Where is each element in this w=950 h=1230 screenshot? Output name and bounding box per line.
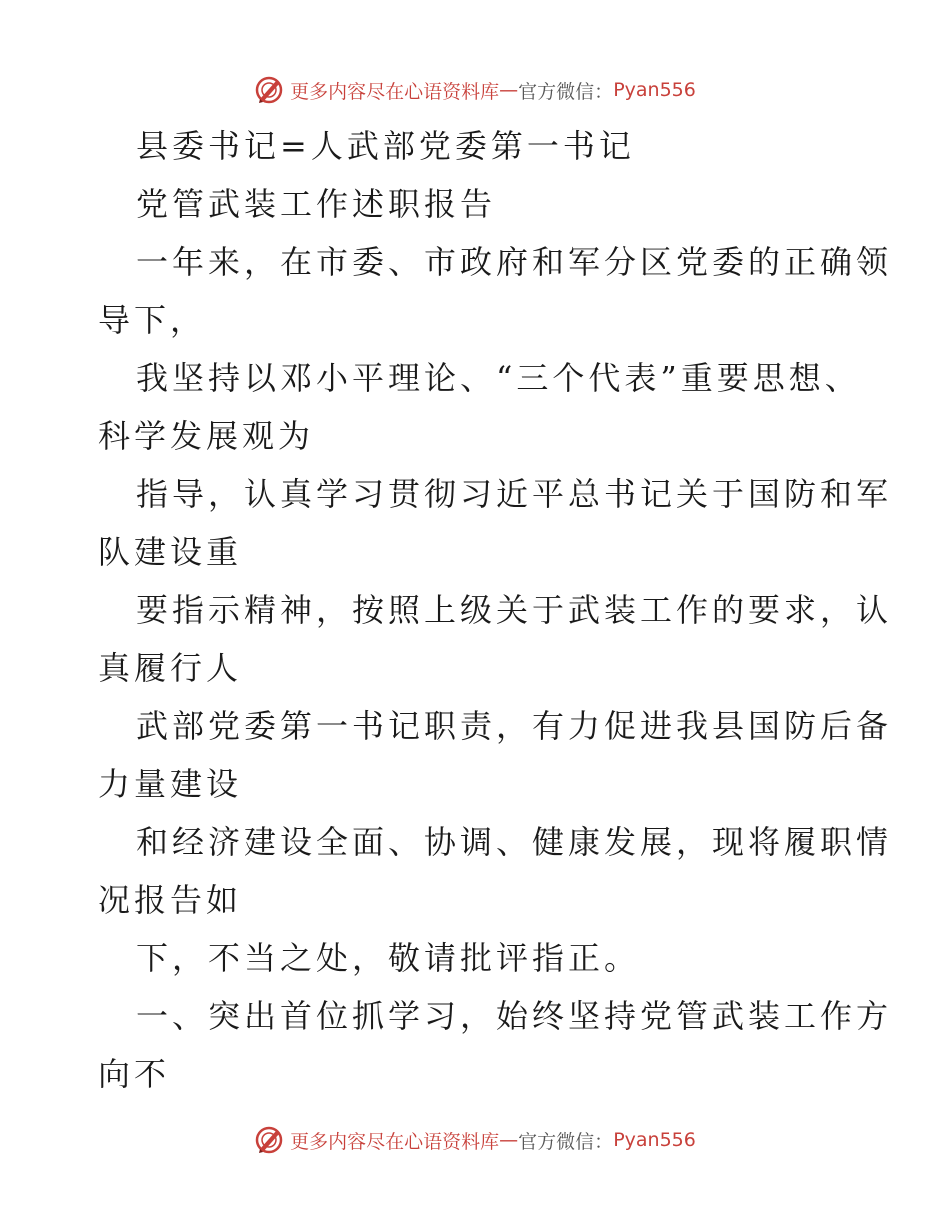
paragraph-line: 武部党委第一书记职责，有力促进我县国防后备 bbox=[136, 707, 893, 745]
paragraph-line: 况报告如 bbox=[98, 881, 243, 919]
banner-main-text: 更多内容尽在心语资料库 bbox=[290, 1130, 500, 1153]
banner-separator: — bbox=[499, 1129, 519, 1151]
doc-title-line: 县委书记=人武部党委第一书记 bbox=[136, 127, 635, 165]
banner-official-label: 官方微信： bbox=[518, 1130, 614, 1153]
section-heading-line: 向不 bbox=[98, 1055, 171, 1093]
paragraph-line: 队建设重 bbox=[98, 533, 243, 571]
paragraph-line: 科学发展观为 bbox=[98, 417, 315, 455]
banner-main-text: 更多内容尽在心语资料库 bbox=[290, 80, 500, 103]
banner-separator: — bbox=[499, 79, 519, 101]
paragraph-line: 一年来，在市委、市政府和军分区党委的正确领 bbox=[136, 243, 893, 281]
pen-logo-icon bbox=[254, 1125, 284, 1155]
banner-official-label: 官方微信： bbox=[518, 80, 614, 103]
doc-subtitle-line: 党管武装工作述职报告 bbox=[136, 185, 497, 223]
document-body bbox=[98, 117, 893, 1103]
paragraph-line: 和经济建设全面、协调、健康发展，现将履职情 bbox=[136, 823, 893, 861]
paragraph-line: 我坚持以邓小平理论、“三个代表”重要思想、 bbox=[136, 359, 861, 397]
paragraph-line: 力量建设 bbox=[98, 765, 243, 803]
footer-banner bbox=[0, 1120, 950, 1160]
header-banner bbox=[0, 70, 950, 110]
paragraph-line: 指导，认真学习贯彻习近平总书记关于国防和军 bbox=[136, 475, 893, 513]
paragraph-line: 导下， bbox=[98, 301, 207, 339]
pen-logo-icon bbox=[254, 75, 284, 105]
paragraph-line: 真履行人 bbox=[98, 649, 243, 687]
paragraph-line: 下，不当之处，敬请批评指正。 bbox=[136, 939, 641, 977]
banner-handle: Pyan556 bbox=[613, 79, 696, 101]
banner-handle: Pyan556 bbox=[613, 1129, 696, 1151]
paragraph-line: 要指示精神，按照上级关于武装工作的要求，认 bbox=[136, 591, 893, 629]
section-heading-line: 一、突出首位抓学习，始终坚持党管武装工作方 bbox=[136, 997, 893, 1035]
